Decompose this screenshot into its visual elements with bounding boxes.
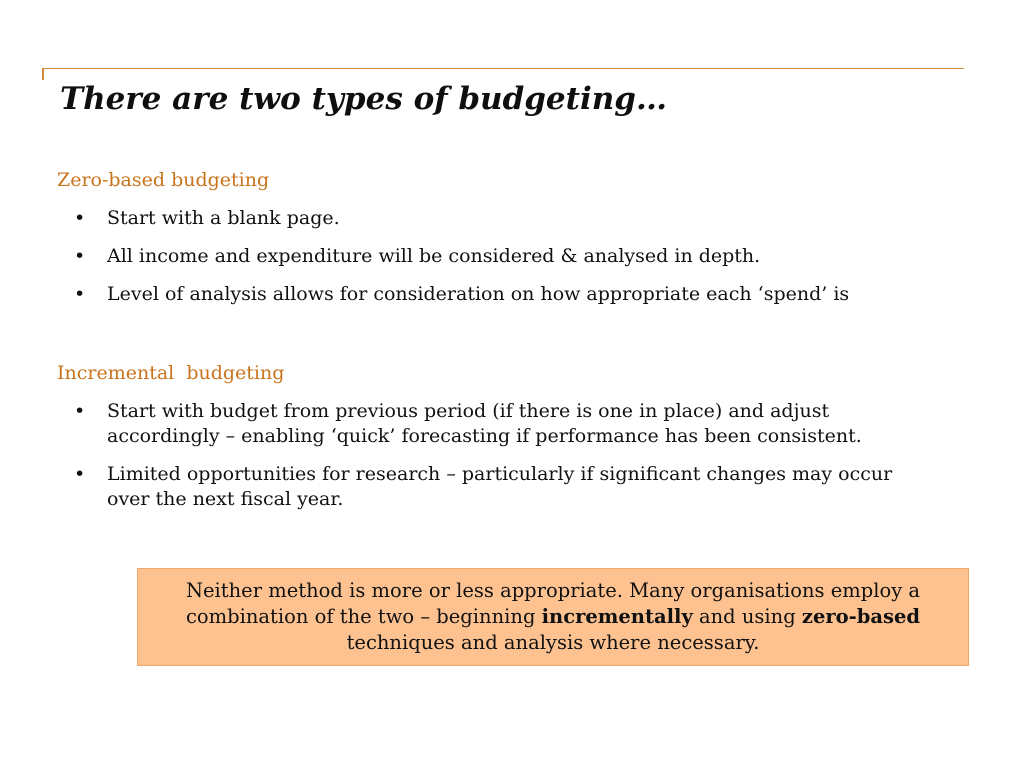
callout-emphasis-incrementally: incrementally [541,605,693,628]
callout-text-part: Neither method is more or less appropriate. Many organisations employ a combination of the two – beginning [185,579,921,628]
callout-text-part: and using [692,605,802,628]
callout-text [158,578,948,656]
bullet-icon: • [74,400,86,422]
bullet-text: All income and expenditure will be considered & analysed in depth. [107,245,761,267]
bullet-text: Start with budget from previous period (if there is one in place) and adjust accordingly – enabling ‘quick’ forecasting if performance has been consistent. [107,400,862,447]
title-divider [42,68,964,69]
slide-title: There are two types of budgeting… [60,81,667,117]
bullet-list-incremental [0,399,1024,525]
list-item [0,399,937,449]
bullet-icon: • [74,245,86,267]
list-item [0,244,937,269]
bullet-icon: • [74,463,86,485]
bullet-text: Limited opportunities for research – particularly if significant changes may occur over the next fiscal year. [107,463,893,510]
title-divider-tick [42,68,44,80]
bullet-text: Start with a blank page. [107,207,340,229]
section-heading-zero-based: Zero-based budgeting [57,169,270,191]
bullet-text: Level of analysis allows for consideration on how appropriate each ‘spend’ is [107,283,850,305]
callout-emphasis-zero-based: zero-based [801,605,921,628]
bullet-icon: • [74,283,86,305]
callout-text-part: techniques and analysis where necessary. [346,631,760,654]
callout-box [137,568,969,666]
bullet-icon: • [74,207,86,229]
bullet-list-zero-based [0,206,1024,320]
list-item [0,462,937,512]
list-item [0,282,937,307]
list-item [0,206,937,231]
section-heading-incremental: Incremental budgeting [57,362,285,384]
